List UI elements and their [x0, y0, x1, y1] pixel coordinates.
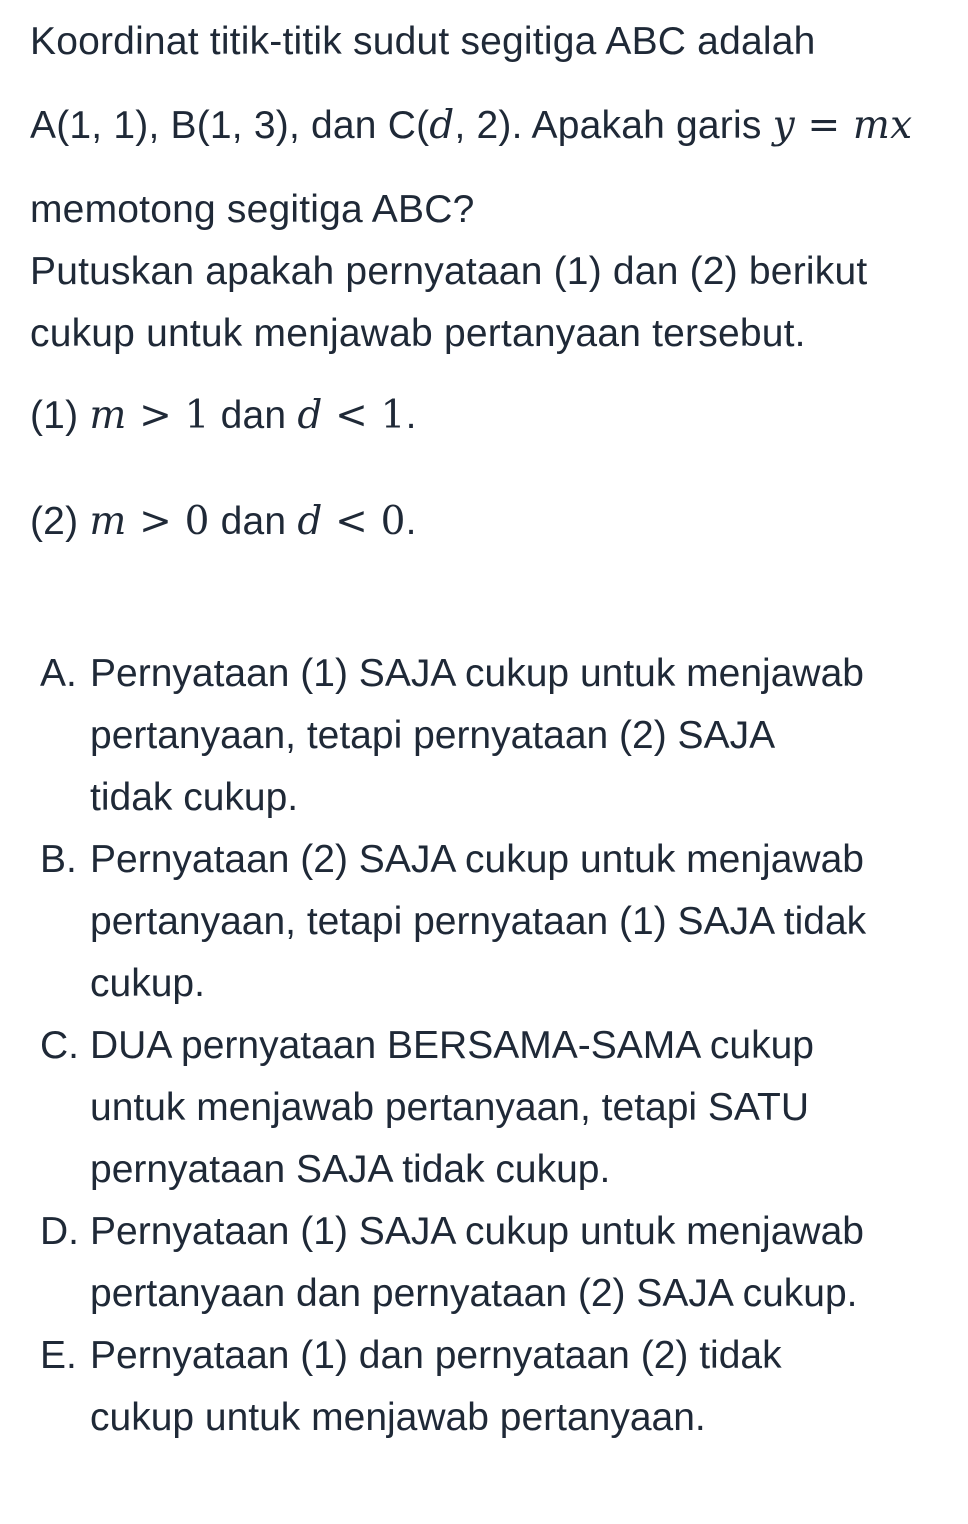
option-text: Pernyataan (2) SAJA cukup untuk menjawab — [90, 838, 864, 881]
option-text: cukup. — [90, 962, 205, 1005]
option-letter: D. — [40, 1210, 79, 1253]
var-m: m — [89, 393, 127, 438]
option-text: pertanyaan, tetapi pernyataan (2) SAJA — [90, 714, 776, 757]
statement-label: (1) — [30, 394, 90, 437]
var-d: d — [297, 499, 323, 544]
operator: > — [126, 499, 185, 544]
number: 0 — [184, 499, 210, 544]
question-line-1: Koordinat titik-titik sudut segitiga ABC adalah — [30, 20, 816, 63]
option-text: cukup untuk menjawab pertanyaan. — [90, 1396, 706, 1439]
option-text: tidak cukup. — [90, 776, 299, 819]
operator: > — [126, 393, 185, 438]
number: 0 — [380, 499, 406, 544]
option-letter: E. — [40, 1334, 77, 1377]
statement-2 — [30, 498, 417, 546]
var-mx: mx — [852, 103, 913, 148]
var-m: m — [89, 499, 127, 544]
operator: < — [322, 393, 381, 438]
option-text: Pernyataan (1) SAJA cukup untuk menjawab — [90, 1210, 864, 1253]
period: . — [405, 394, 417, 437]
period: . — [405, 500, 417, 543]
operator: < — [322, 499, 381, 544]
option-text: untuk menjawab pertanyaan, tetapi SATU — [90, 1086, 810, 1129]
option-letter: B. — [40, 838, 77, 881]
statement-1 — [30, 392, 417, 440]
option-text: Pernyataan (1) dan pernyataan (2) tidak — [90, 1334, 782, 1377]
number: 1 — [380, 393, 406, 438]
question-line-5: cukup untuk menjawab pertanyaan tersebut. — [30, 312, 806, 355]
option-text: pernyataan SAJA tidak cukup. — [90, 1148, 611, 1191]
statement-label: (2) — [30, 500, 90, 543]
question-line-3: memotong segitiga ABC? — [30, 188, 475, 231]
conjunction: dan — [209, 500, 298, 543]
option-text: DUA pernyataan BERSAMA-SAMA cukup — [90, 1024, 814, 1067]
option-text: Pernyataan (1) SAJA cukup untuk menjawab — [90, 652, 864, 695]
var-d: d — [297, 393, 323, 438]
var-y: y — [772, 103, 795, 148]
question-line-4: Putuskan apakah pernyataan (1) dan (2) berikut — [30, 250, 868, 293]
option-text: pertanyaan dan pernyataan (2) SAJA cukup. — [90, 1272, 858, 1315]
number: 1 — [184, 393, 210, 438]
question-text: , 2). Apakah garis — [454, 104, 773, 147]
option-letter: C. — [40, 1024, 79, 1067]
var-d: d — [429, 103, 455, 148]
question-line-2 — [30, 102, 912, 150]
option-text: pertanyaan, tetapi pernyataan (1) SAJA tidak — [90, 900, 867, 943]
coordinates-text: A(1, 1), B(1, 3), dan C( — [30, 104, 430, 147]
conjunction: dan — [209, 394, 298, 437]
option-letter: A. — [40, 652, 77, 695]
equals-sign: = — [794, 103, 853, 148]
